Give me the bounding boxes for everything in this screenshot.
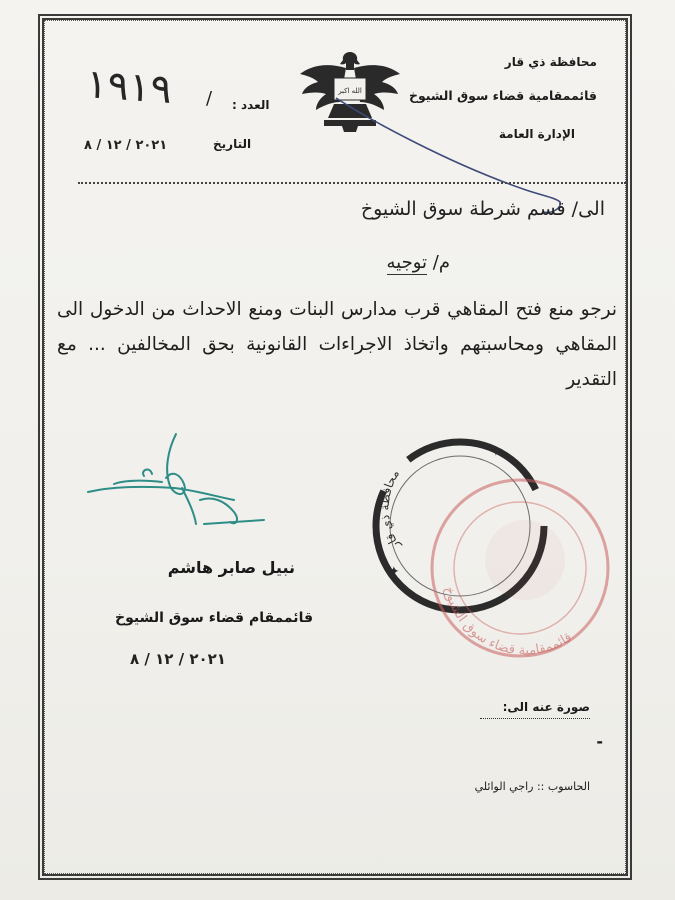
subject-line [387, 252, 450, 273]
header-separator [78, 182, 626, 184]
copy-to-underline [480, 718, 590, 719]
letter-number: ١٩١٩ [84, 61, 174, 113]
district-label: قائممقامية قضاء سوق الشيوخ [408, 88, 597, 103]
governorate-label: محافظة ذي قار [504, 55, 597, 69]
red-seal-stamp [415, 468, 625, 668]
svg-text:الله اكبر: الله اكبر [338, 87, 362, 95]
recipient-line: الى/ قسم شرطة سوق الشيوخ [360, 198, 605, 220]
signer-title: قائممقام قضاء سوق الشيوخ [115, 610, 313, 626]
subject-text: توجيه [386, 252, 428, 273]
letter-date: ٢٠٢١ / ١٢ / ٨ [84, 138, 168, 153]
number-label: العدد : [232, 98, 270, 112]
department-label: الإدارة العامة [498, 127, 575, 141]
copy-to-item: - [596, 732, 603, 751]
svg-text:✦: ✦ [388, 564, 400, 580]
date-label: التاريخ [213, 137, 252, 151]
number-slash: / [206, 88, 213, 109]
svg-text:✦: ✦ [490, 444, 502, 460]
subject-prefix: م/ [432, 252, 450, 273]
copy-to-label: صورة عنه الى: [502, 700, 590, 714]
letter-body: نرجو منع فتح المقاهي قرب مدارس البنات ومنع الاحداث من الدخول الى المقاهي ومحاسبتهم واتخاذ الاجراءات القانونية بحق المخالفين ... مع التقدير [57, 299, 617, 390]
signature-date: ٢٠٢١ / ١٢ / ٨ [130, 650, 226, 668]
handwritten-signature [84, 430, 274, 530]
svg-text:قائممقامية قضاء سوق الشيوخ: قائممقامية قضاء سوق الشيوخ [440, 585, 575, 659]
svg-text:محافظة ذي قار: محافظة ذي قار [377, 467, 403, 552]
signer-name: نبيل صابر هاشم [167, 558, 295, 577]
typist-credit: الحاسوب :: راجي الوائلي [474, 780, 590, 793]
